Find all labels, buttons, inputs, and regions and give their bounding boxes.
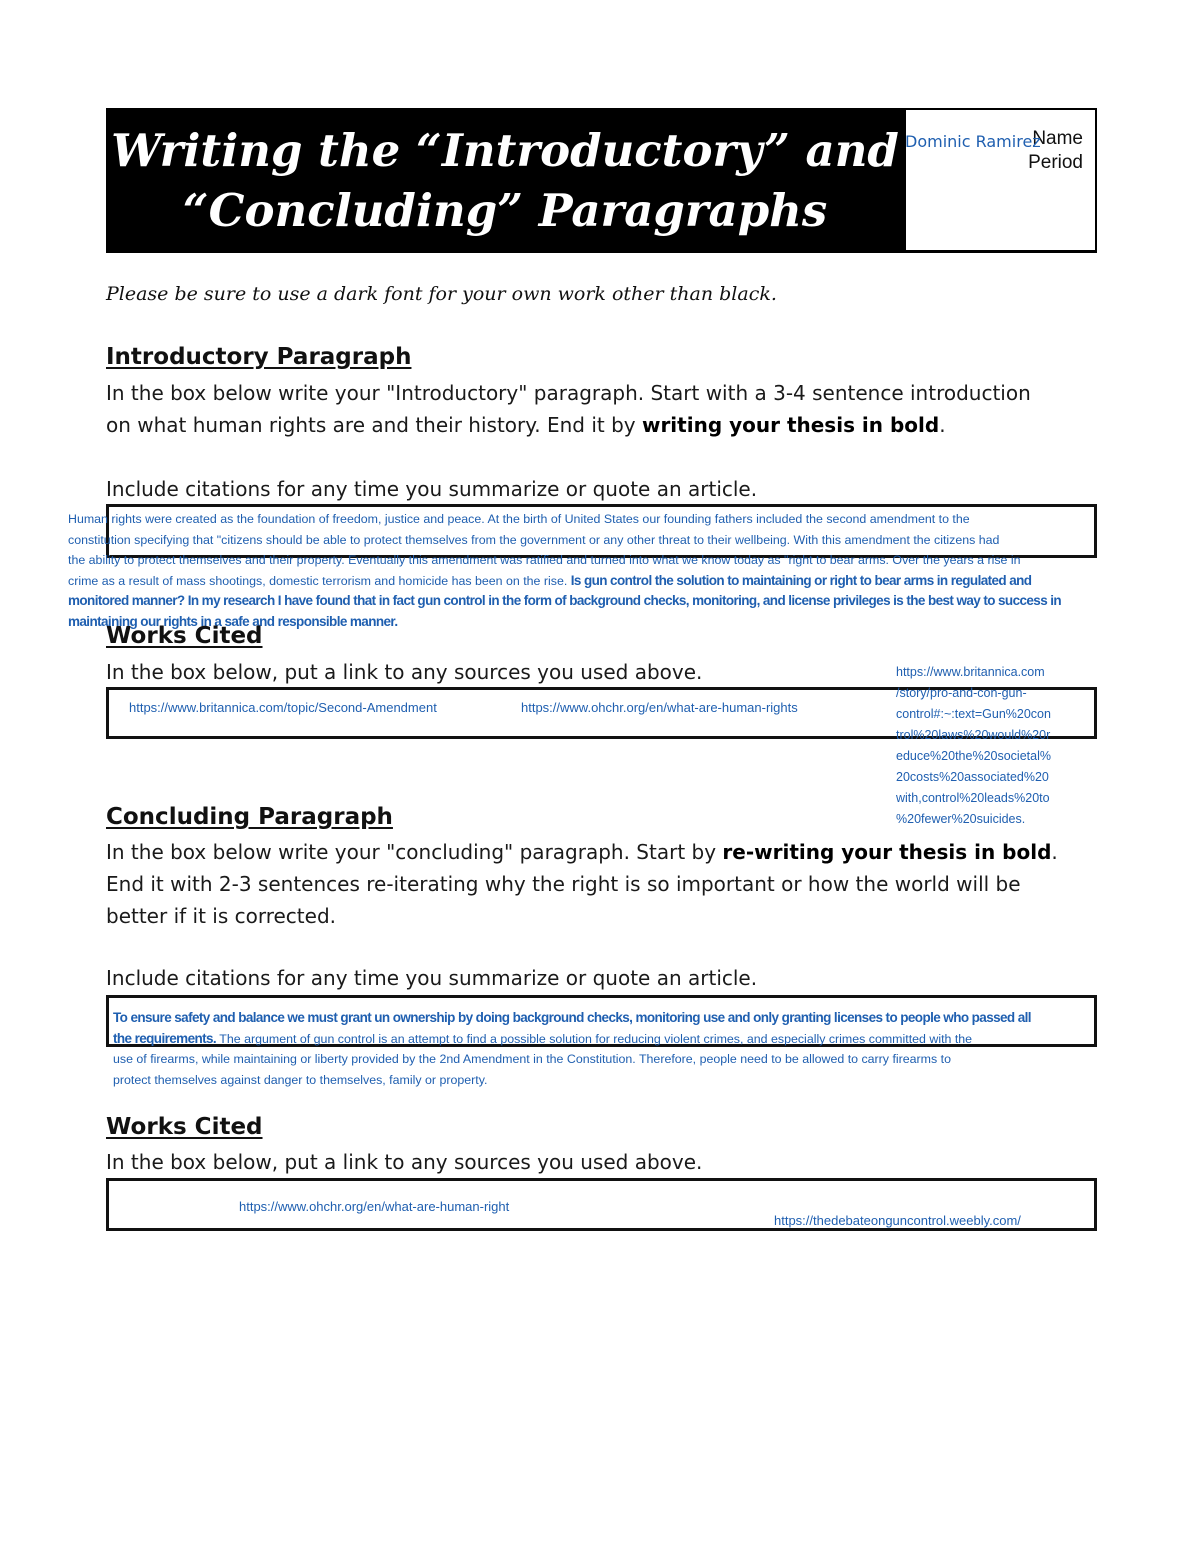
source-link-ohchr[interactable]: https://www.ohchr.org/en/what-are-human-rights [521, 700, 798, 715]
source-link-weebly[interactable]: https://thedebateonguncontrol.weebly.com/ [774, 1213, 1021, 1228]
title-line-2: “Concluding” Paragraphs [182, 183, 828, 237]
instruction-text: Please be sure to use a dark font for your own work other than black. [106, 283, 777, 305]
intro-thesis: Is gun control the solution to maintaining or right to bear arms in regulated and [570, 572, 1032, 588]
conclusion-citation-note: Include citations for any time you summarize or quote an article. [106, 966, 758, 990]
student-name-field[interactable]: Dominic Ramirez [905, 132, 1041, 151]
conclusion-thesis: To ensure safety and balance we must grant un ownership by doing background checks, monitoring use and only granting licenses to people who passed all [113, 1010, 1031, 1025]
works-cited-note-1: In the box below, put a link to any sources you used above. [106, 660, 703, 684]
page-title [106, 108, 904, 253]
works-cited-heading-1: Works Cited [106, 623, 263, 649]
period-label: Period [1028, 152, 1083, 173]
intro-heading: Introductory Paragraph [106, 344, 412, 370]
name-label: Name [1032, 128, 1083, 149]
intro-citation-note: Include citations for any time you summarize or quote an article. [106, 477, 758, 501]
title-line-1: Writing the “Introductory” and [111, 123, 899, 177]
intro-answer-text[interactable]: Human rights were created as the foundation of freedom, justice and peace. At the birth of United States our founding fathers included the second amendment to the constitution specifying that "citizens should be able to protect themselves from the government or any other threat to their wellbeing. With this amendment the citizens had the ability to protect themselves and their property. Eventually this amendment was ratified and turned into what we know today as "right to bear arms. Over the years a rise in crime as a result of mass shootings, domestic terrorism and homicide has been on the rise. Is gun control the solution to maintaining or right to bear arms in regulated and monitored manner? In my research I have found that in fact gun control in the form of background checks, monitoring, and license privileges is the best way to success in maintaining our rights in a safe and responsible manner. [68, 512, 1062, 629]
works-cited-note-2: In the box below, put a link to any sources you used above. [106, 1150, 703, 1174]
intro-instruction-line-2: on what human rights are and their history. End it by writing your thesis in bold. [106, 413, 946, 437]
conclusion-instruction-line-3: better if it is corrected. [106, 904, 336, 928]
source-link-britannica[interactable]: https://www.britannica.com/topic/Second-Amendment [129, 700, 437, 715]
works-cited-heading-2: Works Cited [106, 1114, 263, 1140]
conclusion-heading: Concluding Paragraph [106, 804, 393, 830]
source-link-ohchr-2[interactable]: https://www.ohchr.org/en/what-are-human-right [239, 1199, 510, 1214]
conclusion-instruction-line-1: In the box below write your "concluding" paragraph. Start by re-writing your thesis in bold. [106, 840, 1058, 864]
conclusion-instruction-line-2: End it with 2-3 sentences re-iterating why the right is so important or how the world will be [106, 872, 1021, 896]
source-link-britannica-story[interactable]: https://www.britannica.com /story/pro-and-con-gun- control#:~:text=Gun%20con trol%20laws%20would%20r educe%20the%20societal% 20costs%20associated%20 with,control%20leads%20to %20fewer%20suicides. [896, 665, 1051, 826]
conclusion-answer-text[interactable]: To ensure safety and balance we must grant un ownership by doing background checks, monitoring use and only granting licenses to people who passed all the requirements. The argument of gun control is an attempt to find a possible solution for reducing violent crimes, and especially crimes committed with the use of firearms, while maintaining or liberty provided by the 2nd Amendment in the Constitution. Therefore, people need to be allowed to carry firearms to protect themselves against danger to themselves, family or property. [113, 1010, 1031, 1087]
intro-instruction-line-1: In the box below write your "Introductory" paragraph. Start with a 3-4 sentence introduction [106, 381, 1031, 405]
